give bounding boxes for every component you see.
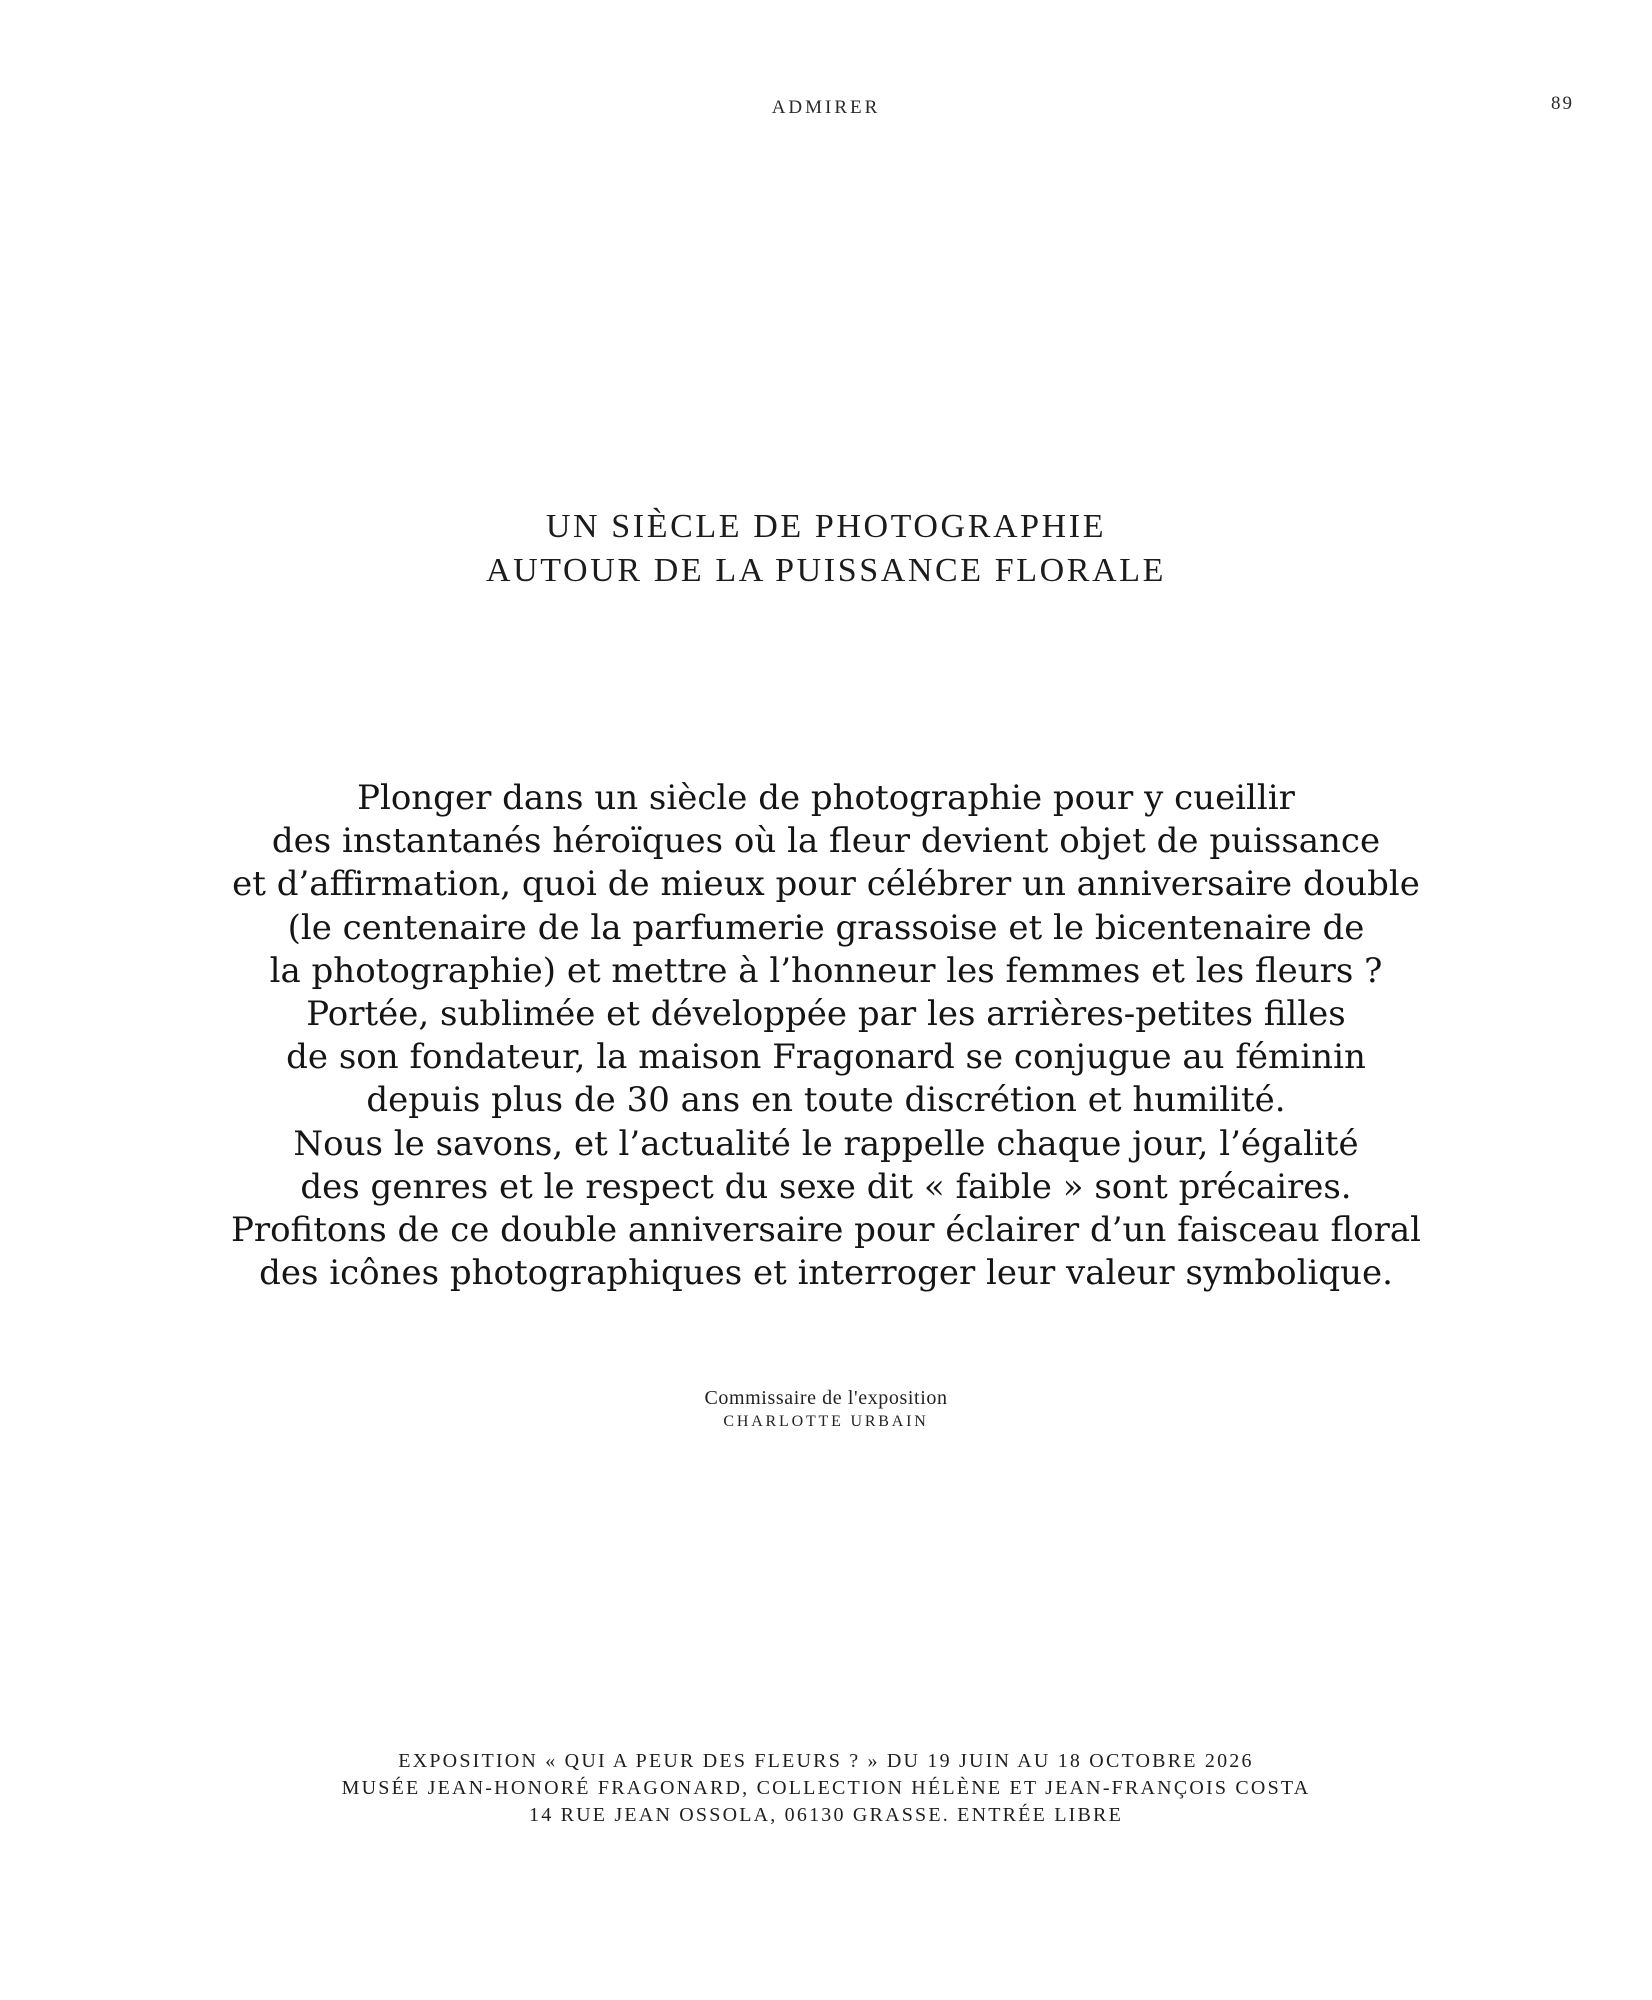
- body-line: Nous le savons, et l’actualité le rappelle chaque jour, l’égalité: [293, 1123, 1359, 1164]
- page-number: 89: [1551, 93, 1574, 114]
- title-line: AUTOUR DE LA PUISSANCE FLORALE: [486, 552, 1166, 589]
- body-paragraph: [0, 777, 1652, 1295]
- credit-name: CHARLOTTE URBAIN: [723, 1413, 929, 1430]
- exhibition-info: [0, 1748, 1652, 1829]
- body-line: Portée, sublimée et développée par les arrières-petites filles: [306, 994, 1346, 1035]
- body-line: la photographie) et mettre à l’honneur les femmes et les fleurs ?: [269, 950, 1383, 991]
- exhibition-dates: EXPOSITION « QUI A PEUR DES FLEURS ? » DU 19 JUIN AU 18 OCTOBRE 2026: [398, 1750, 1254, 1772]
- credit-role: Commissaire de l'exposition: [704, 1387, 948, 1409]
- title-line: UN SIÈCLE DE PHOTOGRAPHIE: [545, 508, 1107, 545]
- body-line: Profitons de ce double anniversaire pour éclairer d’un faisceau floral: [230, 1210, 1422, 1251]
- body-line: (le centenaire de la parfumerie grassoise et le bicentenaire de: [287, 907, 1365, 948]
- body-line: des icônes photographiques et interroger leur valeur symbolique.: [259, 1253, 1393, 1294]
- curator-credit: [0, 1386, 1652, 1434]
- article-title: [0, 505, 1652, 593]
- body-line: de son fondateur, la maison Fragonard se conjugue au féminin: [286, 1037, 1366, 1078]
- body-line: Plonger dans un siècle de photographie pour y cueillir: [357, 778, 1295, 818]
- exhibition-address: 14 RUE JEAN OSSOLA, 06130 GRASSE. ENTRÉE LIBRE: [529, 1804, 1123, 1826]
- body-line: des instantanés héroïques où la fleur devient objet de puissance: [271, 821, 1381, 862]
- running-head: ADMIRER: [771, 97, 881, 118]
- body-line: des genres et le respect du sexe dit « faible » sont précaires.: [300, 1166, 1352, 1207]
- body-line: depuis plus de 30 ans en toute discrétion et humilité.: [366, 1080, 1286, 1121]
- body-line: et d’affirmation, quoi de mieux pour célébrer un anniversaire double: [232, 864, 1420, 905]
- exhibition-venue: MUSÉE JEAN-HONORÉ FRAGONARD, COLLECTION HÉLÈNE ET JEAN-FRANÇOIS COSTA: [341, 1777, 1311, 1799]
